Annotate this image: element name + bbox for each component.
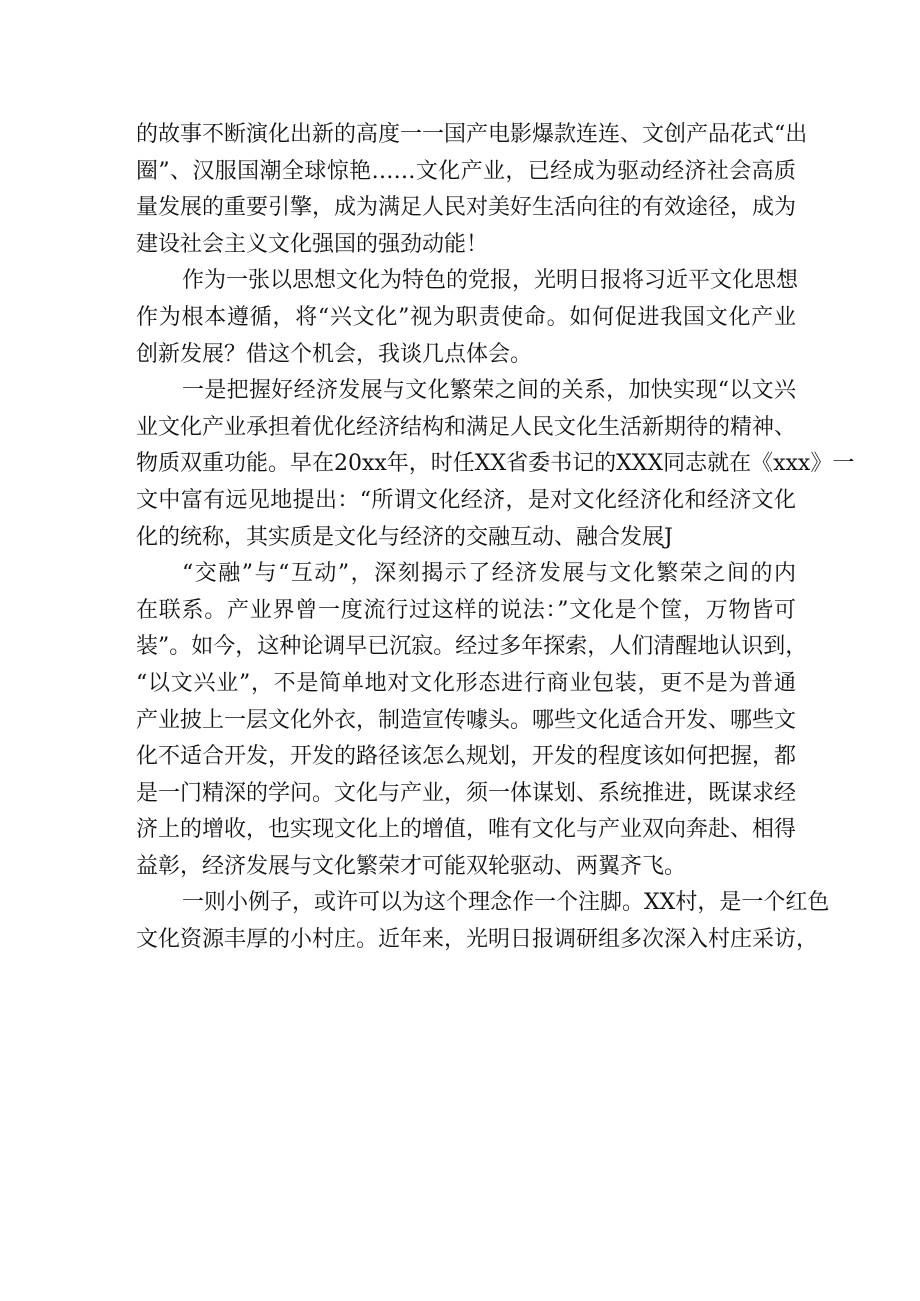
text-line: 在联系。产业界曾一度流行过这样的说法：”文化是个筐，万物皆可 bbox=[136, 597, 796, 623]
text-line: 装”。如今，这种论调早已沉寂。经过多年探索，人们清醒地认识到， bbox=[136, 634, 808, 660]
text-line: 产业披上一层文化外衣，制造宣传噱头。哪些文化适合开发、哪些文 bbox=[136, 707, 797, 733]
text-line: “以文兴业”，不是简单地对文化形态进行商业包装，更不是为普通 bbox=[136, 670, 796, 696]
text-line: 益彰，经济发展与文化繁荣才可能双轮驱动、两翼齐飞。 bbox=[136, 853, 687, 879]
text-line: 建设社会主义文化强国的强劲动能！ bbox=[136, 231, 489, 257]
text-line: 一是把握好经济发展与文化繁荣之间的关系，加快实现“以文兴 bbox=[182, 378, 796, 404]
paragraph bbox=[136, 263, 799, 373]
text-line: 业文化产业承担着优化经济结构和满足人民文化生活新期待的精神、 bbox=[136, 414, 797, 440]
text-line: 作为一张以思想文化为特色的党报，光明日报将习近平文化思想 bbox=[182, 268, 799, 294]
text-line: 创新发展？借这个机会，我谈几点体会。 bbox=[136, 341, 533, 367]
paragraph bbox=[136, 117, 808, 263]
text-line: “交融”与“互动”，深刻揭示了经济发展与文化繁荣之间的内 bbox=[182, 561, 796, 587]
document-body bbox=[136, 117, 855, 959]
text-line: 一则小例子，或许可以为这个理念作一个注脚。XX村，是一个红色 bbox=[182, 890, 830, 916]
text-line: 量发展的重要引擎，成为满足人民对美好生活向往的有效途径，成为 bbox=[136, 195, 797, 221]
text-line: 化不适合开发，开发的路径该怎么规划，开发的程度该如何把握，都 bbox=[136, 744, 797, 770]
paragraph bbox=[136, 373, 855, 556]
paragraph bbox=[136, 885, 830, 958]
text-line: 文中富有远见地提出：“所谓文化经济，是对文化经济化和经济文化 bbox=[136, 487, 796, 513]
paragraph bbox=[136, 556, 808, 885]
text-line: 作为根本遵循，将“兴文化”视为职责使命。如何促进我国文化产业 bbox=[136, 304, 796, 330]
text-line: 的故事不断演化出新的高度一一国产电影爆款连连、文创产品花式“出 bbox=[136, 122, 808, 147]
text-line: 圈”、汉服国潮全球惊艳……文化产业，已经成为驱动经济社会高质 bbox=[136, 158, 796, 184]
text-line: 济上的增收，也实现文化上的增值，唯有文化与产业双向奔赴、相得 bbox=[136, 817, 797, 843]
text-line: 化的统称，其实质是文化与经济的交融互动、融合发展J bbox=[136, 524, 673, 550]
text-line: 文化资源丰厚的小村庄。近年来，光明日报调研组多次深入村庄采访， bbox=[136, 927, 819, 953]
text-line: 物质双重功能。早在20xx年，时任XX省委书记的XXX同志就在《xxx》一 bbox=[136, 451, 855, 477]
text-line: 是一门精深的学问。文化与产业，须一体谋划、系统推进，既谋求经 bbox=[136, 780, 797, 806]
